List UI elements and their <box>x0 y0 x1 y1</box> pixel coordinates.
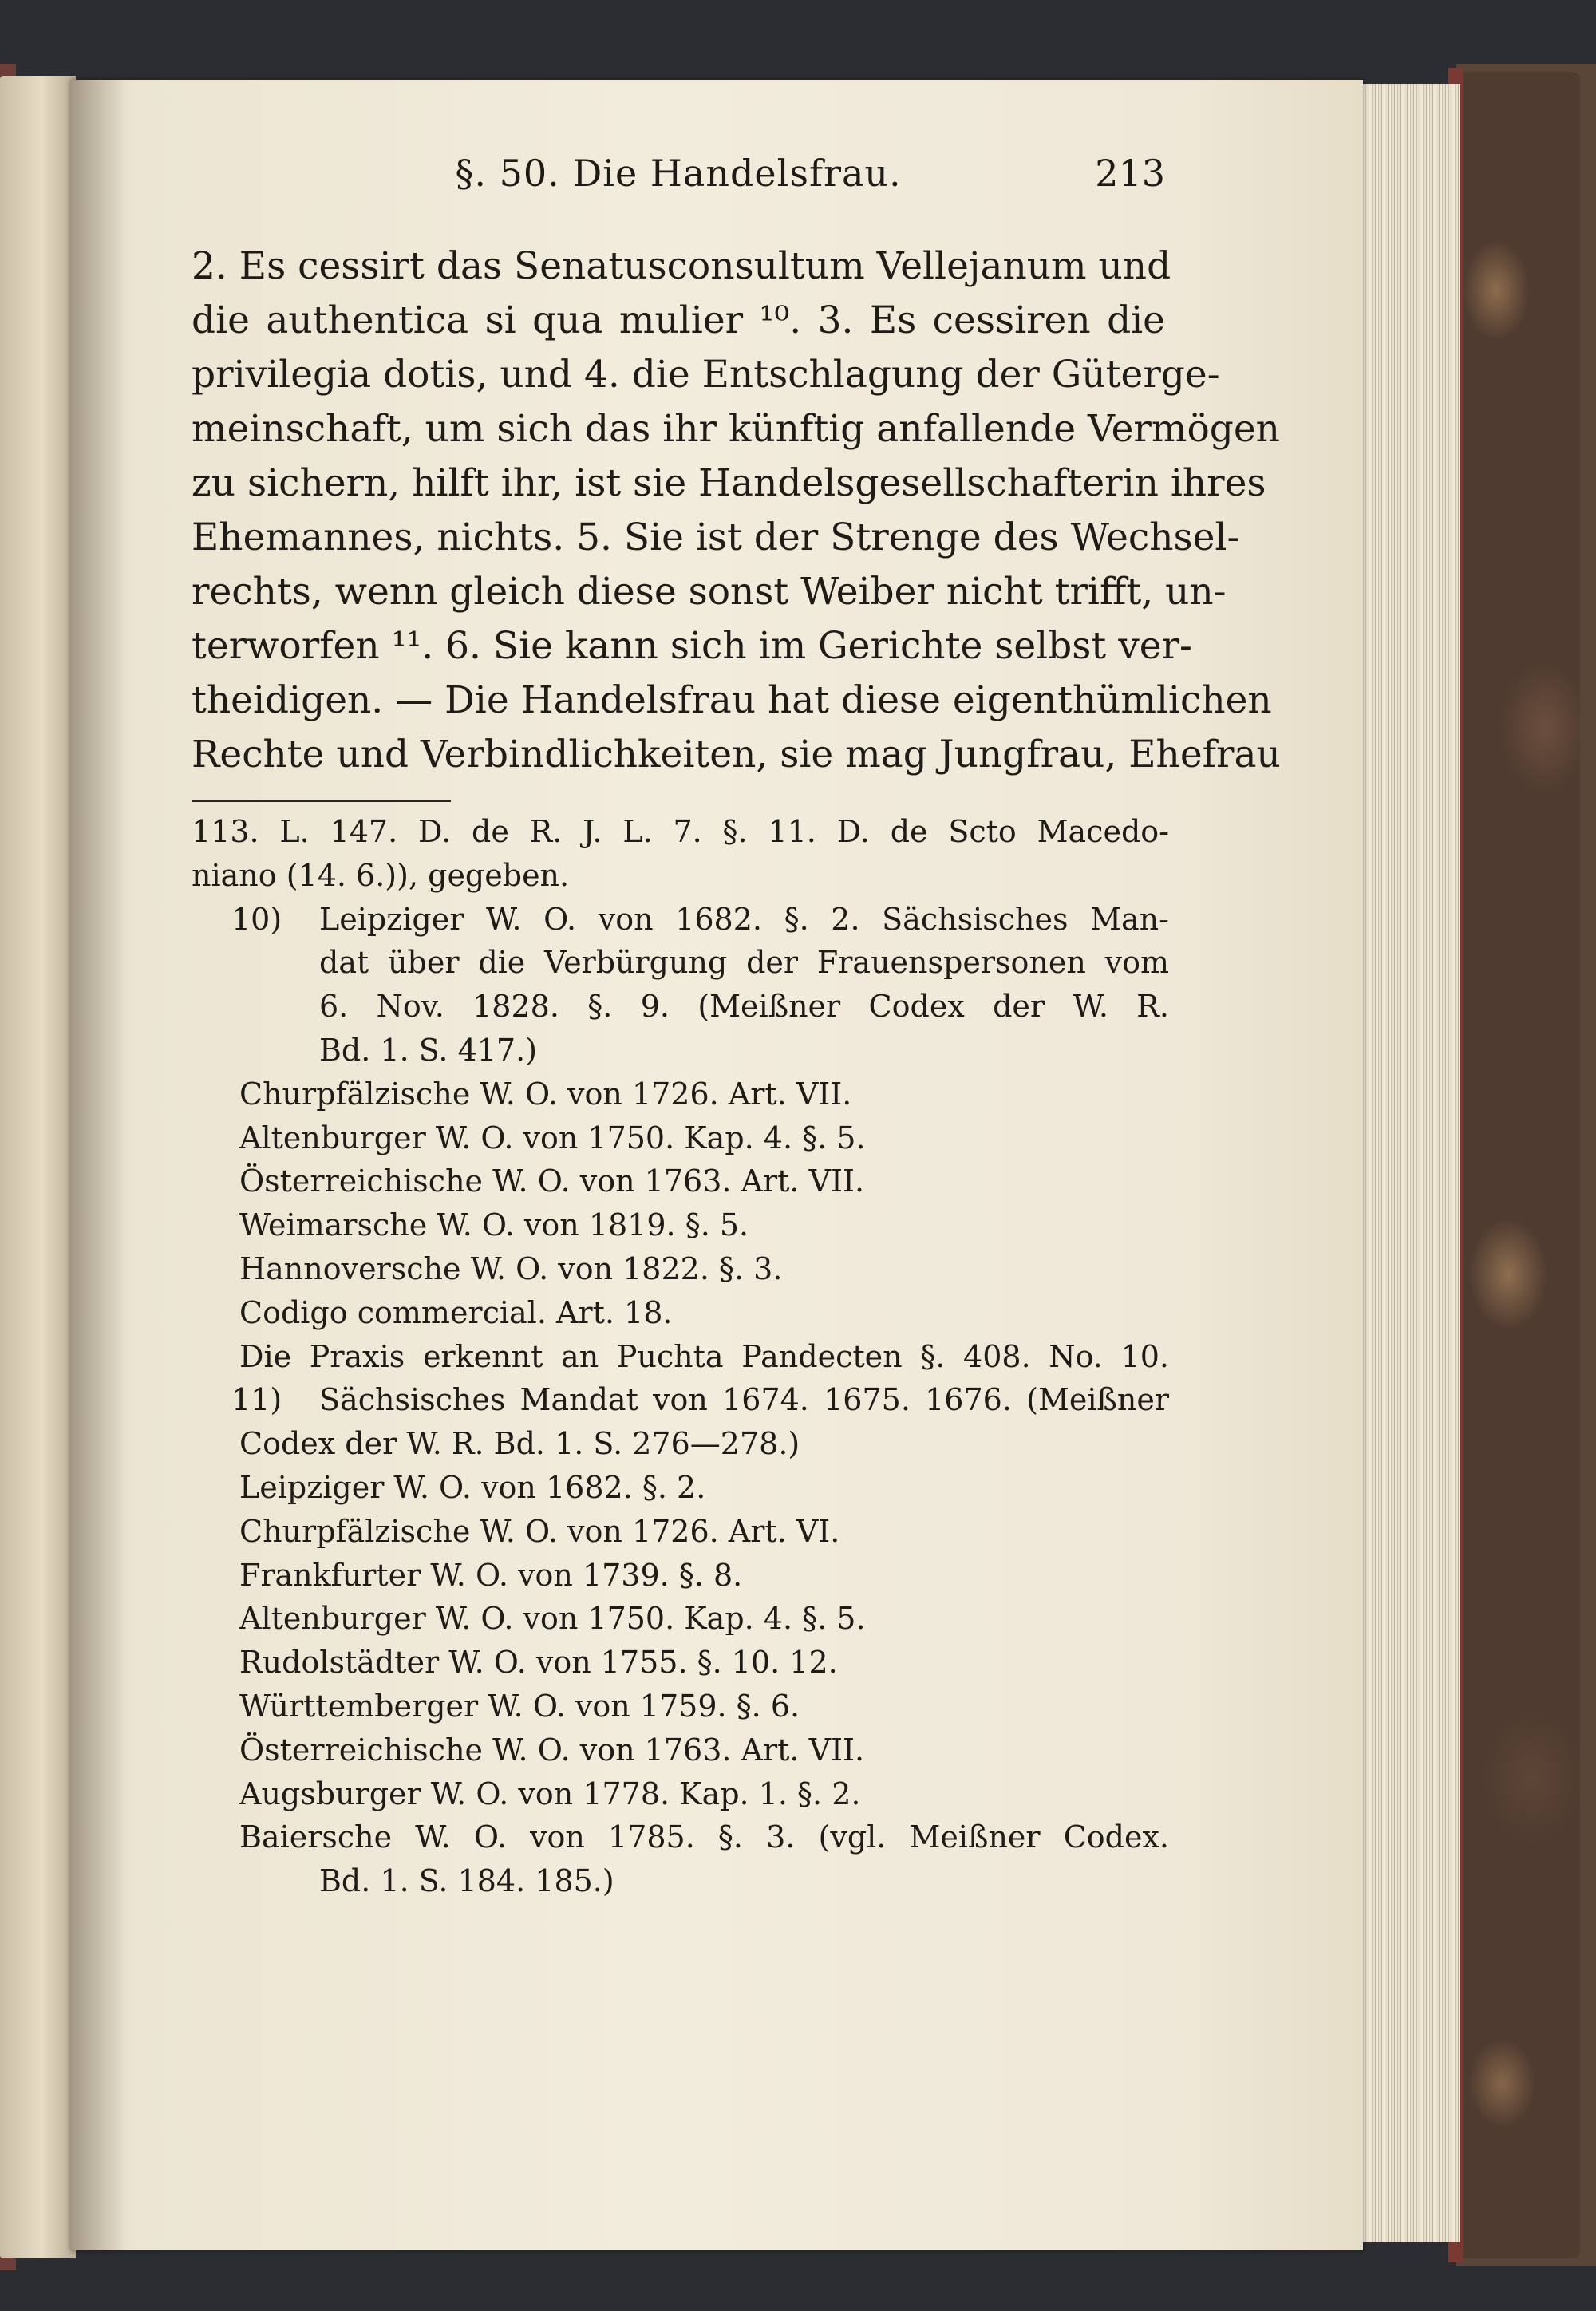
body-line: rechts, wenn gleich diese sonst Weiber nicht trifft, un- <box>192 570 1227 614</box>
body-line: meinschaft, um sich das ihr künftig anfallende Vermögen <box>192 407 1280 451</box>
left-page-edge <box>0 76 76 2258</box>
footnote-line: Leipziger W. O. von 1682. §. 2. <box>239 1469 706 1505</box>
footnote-line: Augsburger W. O. von 1778. Kap. 1. §. 2. <box>239 1776 861 1811</box>
body-line: Rechte und Verbindlichkeiten, sie mag Jungfrau, Ehefrau <box>192 733 1281 776</box>
footnote-line: Hannoversche W. O. von 1822. §. 3. <box>239 1250 783 1286</box>
footnote-rule <box>192 800 451 802</box>
page-block-edges <box>1357 84 1460 2242</box>
body-line: privilegia dotis, und 4. die Entschlagung der Güterge- <box>192 353 1220 397</box>
body-line: die authentica si qua mulier ¹⁰. 3. Es cessiren die <box>192 298 1165 342</box>
footnote-line: Österreichische W. O. von 1763. Art. VII. <box>239 1163 865 1199</box>
footnote-marker: 11) <box>231 1382 282 1418</box>
footnote-line: Österreichische W. O. von 1763. Art. VII. <box>239 1732 865 1768</box>
body-line: 2. Es cessirt das Senatusconsultum Vellejanum und <box>192 244 1171 288</box>
footnote-line: Codigo commercial. Art. 18. <box>239 1294 673 1330</box>
footnote-line: Churpfälzische W. O. von 1726. Art. VII. <box>239 1076 852 1112</box>
main-text-block <box>192 239 1281 782</box>
footnote-line: Frankfurter W. O. von 1739. §. 8. <box>239 1557 743 1593</box>
footnote-line: Die Praxis erkennt an Puchta Pandecten §. 408. No. 10. <box>239 1338 1169 1374</box>
footnote-start-line <box>192 1378 1169 1422</box>
footnote-text: Leipziger W. O. von 1682. §. 2. Sächsisches Man- <box>319 901 1169 937</box>
body-line: zu sichern, hilft ihr, ist sie Handelsgesellschafterin ihres <box>192 461 1266 505</box>
body-line: theidigen. — Die Handelsfrau hat diese eigenthümlichen <box>192 678 1272 722</box>
running-title: §. 50. Die Handelsfrau. <box>455 152 902 195</box>
body-line: terworfen ¹¹. 6. Sie kann sich im Gerichte selbst ver- <box>192 624 1192 668</box>
body-line: Ehemannes, nichts. 5. Sie ist der Strenge des Wechsel- <box>192 516 1240 559</box>
footnote-line: Churpfälzische W. O. von 1726. Art. VI. <box>239 1513 840 1549</box>
footnote-text: Sächsisches Mandat von 1674. 1675. 1676. (Meißner <box>319 1382 1169 1418</box>
footnote-line: Rudolstädter W. O. von 1755. §. 10. 12. <box>239 1645 838 1681</box>
page-number: 213 <box>1095 152 1165 195</box>
footnote-line: Weimarsche W. O. von 1819. §. 5. <box>239 1207 749 1243</box>
footnote-line: Bd. 1. S. 417.) <box>319 1032 538 1068</box>
footnote-marker: 10) <box>231 901 282 937</box>
footnote-line: 113. L. 147. D. de R. J. L. 7. §. 11. D. de Scto Macedo- <box>192 814 1169 849</box>
marbled-cover <box>1460 72 1580 2258</box>
footnote-line: Württemberger W. O. von 1759. §. 6. <box>239 1688 800 1724</box>
footnote-line: 6. Nov. 1828. §. 9. (Meißner Codex der W. R. <box>319 989 1169 1025</box>
footnote-line: dat über die Verbürgung der Frauenspersonen vom <box>319 945 1169 981</box>
footnote-line: Altenburger W. O. von 1750. Kap. 4. §. 5. <box>239 1120 866 1156</box>
footnote-start-line <box>192 898 1169 942</box>
footnote-line: Altenburger W. O. von 1750. Kap. 4. §. 5. <box>239 1601 866 1637</box>
footnote-line: niano (14. 6.)), gegeben. <box>192 857 570 893</box>
footnote-line: Baiersche W. O. von 1785. §. 3. (vgl. Meißner Codex. <box>239 1819 1169 1855</box>
running-header <box>192 152 1165 207</box>
gutter-shadow <box>70 80 126 2250</box>
footnote-line: Codex der W. R. Bd. 1. S. 276—278.) <box>239 1426 800 1462</box>
footnotes-block <box>192 810 1169 1903</box>
footnote-line: Bd. 1. S. 184. 185.) <box>319 1863 614 1899</box>
